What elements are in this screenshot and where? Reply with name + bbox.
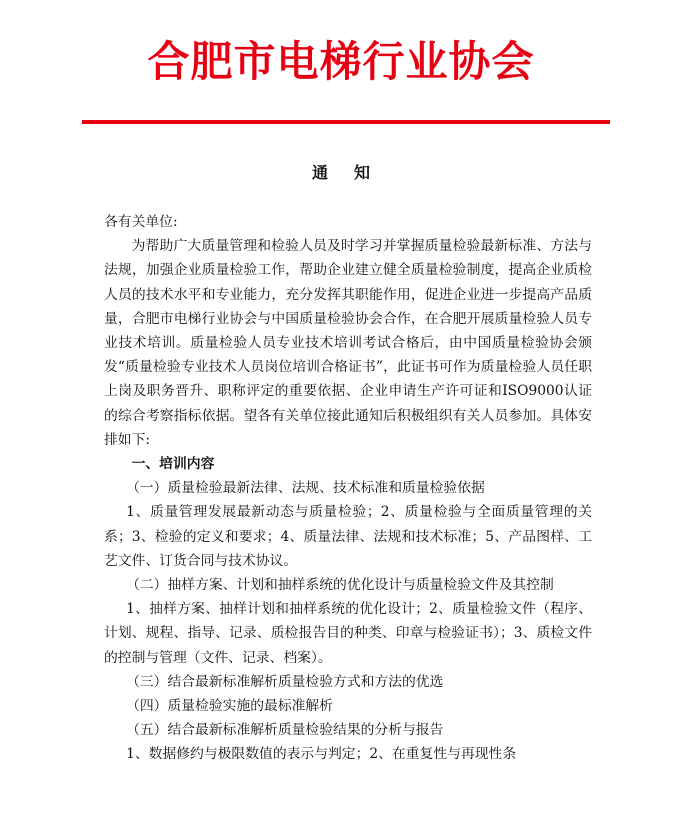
header-divider: [82, 120, 610, 124]
detail-paragraph: 1、数据修约与极限数值的表示与判定；2、在重复性与再现性条: [126, 746, 517, 763]
salutation: 各有关单位:: [104, 214, 178, 230]
subsection-heading: （一）质量检验最新法律、法规、技术标准和质量检验依据: [126, 480, 485, 497]
subsection-heading: （三）结合最新标准解析质量检验方式和方法的优选: [126, 673, 444, 690]
document-body: [104, 210, 592, 767]
section-heading-training-content: 一、培训内容: [131, 456, 215, 473]
intro-paragraph: 为帮助广大质量管理和检验人员及时学习并掌握质量检验最新标准、方法与法规，加强企业质量检验工作，帮助企业建立健全质量检验制度，提高企业质检人员的技术水平和专业能力，充分发挥其职能作用，促进企业进一步提高产品质量，合肥市电梯行业协会与中国质量检验协会合作，在合肥开展质量检验人员专业技术培训。质量检验人员专业技术培训考试合格后，由中国质量检验协会颁发“质量检验专业技术人员岗位培训合格证书”，此证书可作为质量检验人员任职上岗及职务晋升、职称评定的重要依据、企业申请生产许可证和ISO9000认证的综合考察指标依据。望各有关单位接此通知后积极组织有关人员参加。具体安排如下:: [104, 238, 592, 448]
subsection-heading: （二）抽样方案、计划和抽样系统的优化设计与质量检验文件及其控制: [126, 577, 554, 594]
detail-paragraph: 1、质量管理发展最新动态与质量检验；2、质量检验与全面质量管理的关系；3、检验的定义和要求；4、质量法律、法规和技术标准；5、产品图样、工艺文件、订货合同与技术协议。: [104, 504, 592, 569]
org-title: 合肥市电梯行业协会: [147, 37, 535, 86]
detail-paragraph: 1、抽样方案、抽样计划和抽样系统的优化设计；2、质量检验文件（程序、计划、规程、指导、记录、质检报告目的种类、印章与检验证书）；3、质检文件的控制与管理（文件、记录、档案）。: [104, 601, 592, 666]
subsection-heading: （四）质量检验实施的最标准解析: [126, 698, 334, 715]
notice-title: 通知: [311, 163, 396, 182]
subsection-heading: （五）结合最新标准解析质量检验结果的分析与报告: [126, 722, 444, 739]
